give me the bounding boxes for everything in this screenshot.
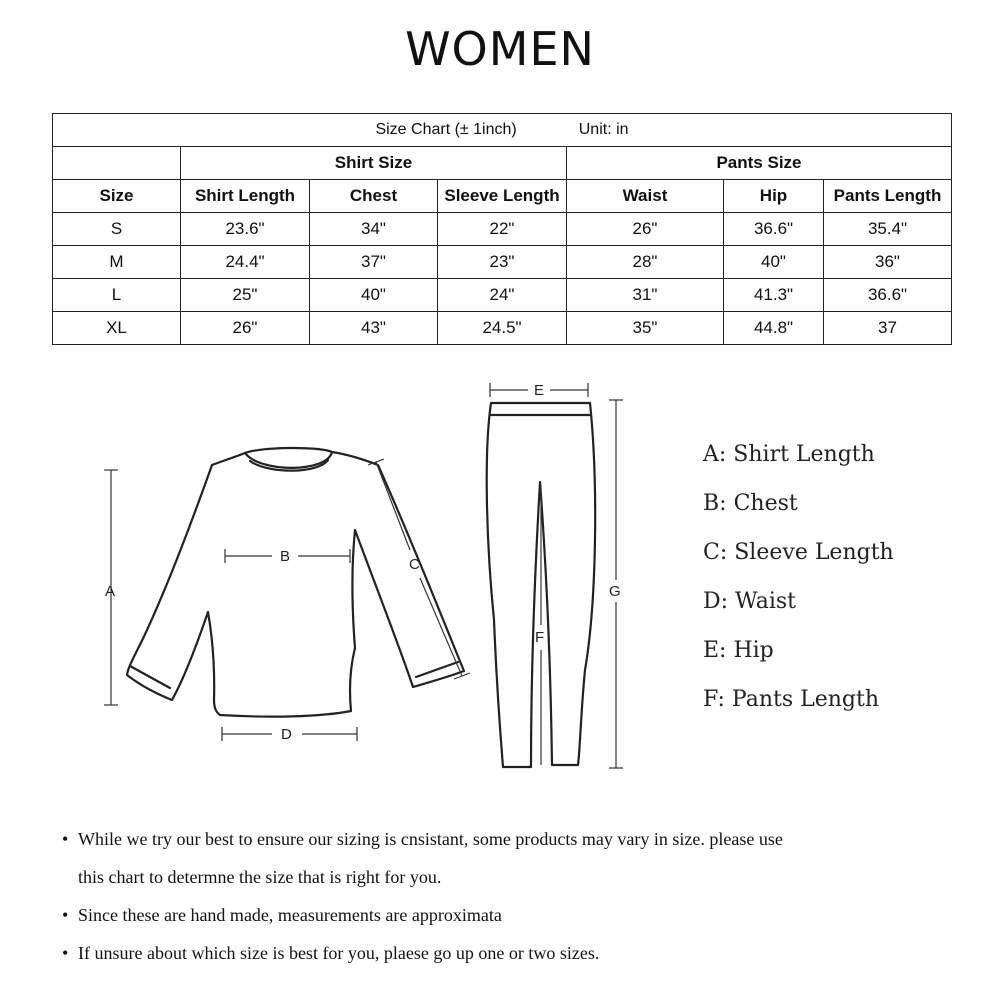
label-g: G bbox=[609, 583, 621, 600]
table-cell: 35.4" bbox=[824, 213, 952, 246]
label-a: A bbox=[105, 583, 116, 600]
table-row bbox=[53, 312, 952, 345]
label-b: B bbox=[280, 548, 291, 565]
table-cell: 24" bbox=[438, 279, 567, 312]
table-caption-row bbox=[53, 114, 952, 147]
label-d: D bbox=[281, 726, 292, 743]
table-cell: 43" bbox=[310, 312, 438, 345]
table-row bbox=[53, 279, 952, 312]
table-cell: 40" bbox=[310, 279, 438, 312]
label-c: C bbox=[409, 556, 420, 573]
table-cell: 25" bbox=[181, 279, 310, 312]
table-cell: 26" bbox=[181, 312, 310, 345]
table-cell: 28" bbox=[567, 246, 724, 279]
shirt-outline bbox=[127, 452, 464, 717]
group-header-pants: Pants Size bbox=[567, 147, 952, 180]
note-item bbox=[62, 820, 962, 858]
table-caption bbox=[53, 114, 952, 147]
column-header: Waist bbox=[567, 180, 724, 213]
note-text: While we try our best to ensure our sizing is cnsistant, some products may vary in size. please use bbox=[78, 829, 783, 849]
note-item bbox=[62, 934, 962, 972]
note-item bbox=[62, 896, 962, 934]
legend-item: F: Pants Length bbox=[703, 687, 879, 712]
legend-item: C: Sleeve Length bbox=[703, 540, 894, 565]
caption-text: Size Chart (± 1inch) bbox=[375, 121, 517, 138]
table-cell: 37" bbox=[310, 246, 438, 279]
table-cell: 34" bbox=[310, 213, 438, 246]
table-cell: 40" bbox=[724, 246, 824, 279]
table-cell: 26" bbox=[567, 213, 724, 246]
table-cell: 31" bbox=[567, 279, 724, 312]
group-header-shirt: Shirt Size bbox=[181, 147, 567, 180]
legend-item: B: Chest bbox=[703, 491, 798, 516]
measurement-legend bbox=[703, 437, 894, 731]
note-text: If unsure about which size is best for you, plaese go up one or two sizes. bbox=[78, 943, 600, 963]
table-cell: 35" bbox=[567, 312, 724, 345]
legend-item: E: Hip bbox=[703, 638, 774, 663]
table-cell: M bbox=[53, 246, 181, 279]
table-cell: 23.6" bbox=[181, 213, 310, 246]
table-cell: 44.8" bbox=[724, 312, 824, 345]
table-cell: 24.5" bbox=[438, 312, 567, 345]
size-chart-table bbox=[52, 113, 952, 345]
table-cell: 36.6" bbox=[724, 213, 824, 246]
group-header-empty bbox=[53, 147, 181, 180]
table-cell: S bbox=[53, 213, 181, 246]
table-row bbox=[53, 246, 952, 279]
page-title: WOMEN bbox=[405, 22, 595, 76]
label-e: E bbox=[534, 382, 545, 399]
column-header: Chest bbox=[310, 180, 438, 213]
table-cell: 24.4" bbox=[181, 246, 310, 279]
legend-item: D: Waist bbox=[703, 589, 797, 614]
column-header: Size bbox=[53, 180, 181, 213]
bullet-icon: • bbox=[62, 905, 69, 925]
table-cell: 23" bbox=[438, 246, 567, 279]
note-continuation: this chart to determne the size that is right for you. bbox=[78, 867, 442, 887]
unit-text: Unit: in bbox=[578, 121, 629, 138]
table-cell: 36" bbox=[824, 246, 952, 279]
label-f: F bbox=[535, 629, 545, 646]
group-header-row bbox=[53, 147, 952, 180]
column-header: Sleeve Length bbox=[438, 180, 567, 213]
table-cell: 36.6" bbox=[824, 279, 952, 312]
table-cell: 37 bbox=[824, 312, 952, 345]
table-cell: 22" bbox=[438, 213, 567, 246]
table-cell: XL bbox=[53, 312, 181, 345]
table-cell: L bbox=[53, 279, 181, 312]
note-text: Since these are hand made, measurements are approximata bbox=[78, 905, 502, 925]
table-row bbox=[53, 213, 952, 246]
table-cell: 41.3" bbox=[724, 279, 824, 312]
bullet-icon: • bbox=[62, 943, 69, 963]
bullet-icon: • bbox=[62, 829, 69, 849]
column-header: Hip bbox=[724, 180, 824, 213]
legend-item: A: Shirt Length bbox=[703, 442, 875, 467]
shirt-cuff-left bbox=[130, 666, 170, 688]
column-header-row bbox=[53, 180, 952, 213]
column-header: Pants Length bbox=[824, 180, 952, 213]
notes-section bbox=[62, 820, 962, 972]
column-header: Shirt Length bbox=[181, 180, 310, 213]
